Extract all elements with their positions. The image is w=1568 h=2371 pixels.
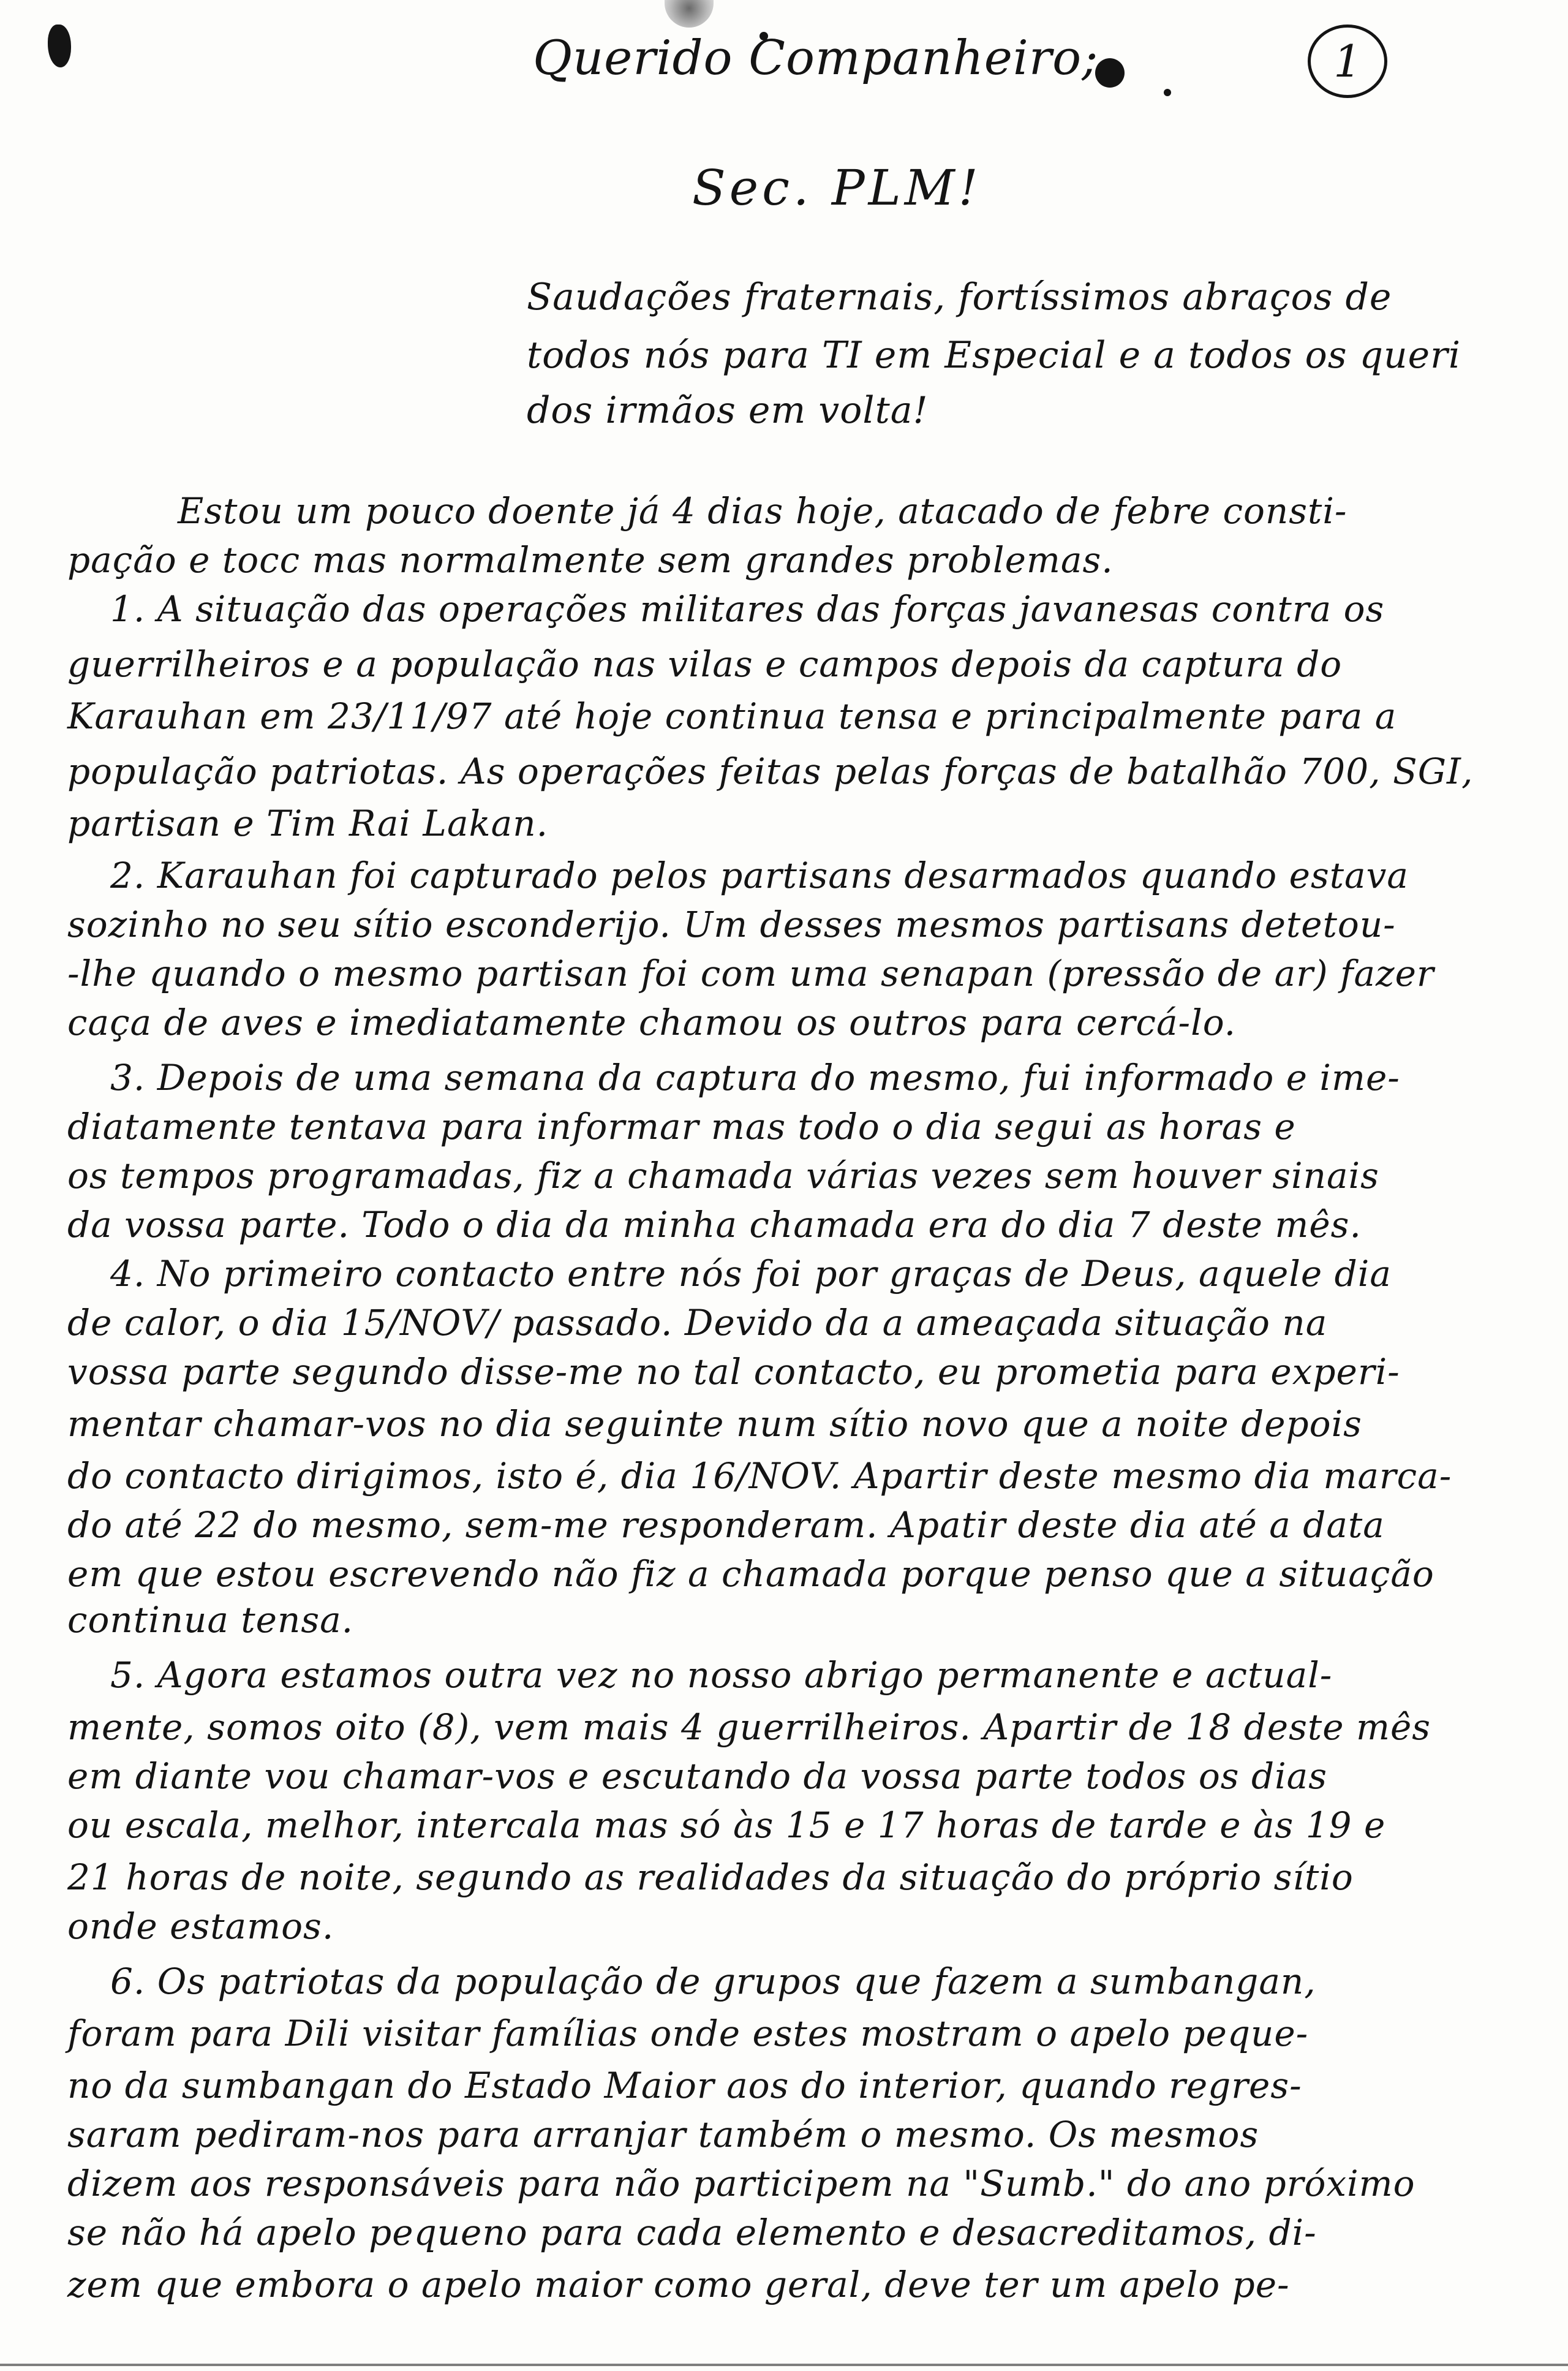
body-line: mentar chamar-vos no dia seguinte num sítio novo que a noite depois [67,1403,1362,1445]
page-bottom-edge [0,2364,1568,2366]
body-line: os tempos programadas, fiz a chamada várias vezes sem houver sinais [67,1155,1379,1197]
reference-line: Sec. PLM! [692,159,982,216]
body-line: guerrilheiros e a população nas vilas e campos depois da captura do [67,643,1343,685]
body-line: ou escala, melhor, intercala mas só às 15 e 17 horas de tarde e às 19 e [67,1804,1386,1846]
salutation: Querido Companheiro; [533,31,1099,86]
body-line: se não há apelo pequeno para cada elemento e desacreditamos, di- [67,2212,1317,2253]
body-line: 21 horas de noite, segundo as realidades da situação do próprio sítio [67,1856,1354,1898]
body-line: continua tensa. [67,1599,354,1641]
punch-hole-mark [665,0,714,28]
body-line: vossa parte segundo disse-me no tal contacto, eu prometia para experi- [67,1351,1400,1393]
body-line: Karauhan em 23/11/97 até hoje continua tensa e principalmente para a [67,695,1397,737]
body-line: em diante vou chamar-vos e escutando da vossa parte todos os dias [67,1755,1328,1797]
body-line: do contacto dirigimos, isto é, dia 16/NOV. Apartir deste mesmo dia marca- [67,1455,1452,1497]
body-line: foram para Dili visitar famílias onde estes mostram o apelo peque- [67,2013,1309,2054]
body-line: sozinho no seu sítio esconderijo. Um desses mesmos partisans detetou- [67,904,1396,945]
ink-blot-right [1095,58,1125,88]
greeting-line: dos irmãos em volta! [527,389,929,432]
body-line: Estou um pouco doente já 4 dias hoje, atacado de febre consti- [178,490,1348,532]
body-line: zem que embora o apelo maior como geral, deve ter um apelo pe- [67,2264,1290,2305]
body-line: dizem aos responsáveis para não participem na "Sumb." do ano próximo [67,2163,1415,2204]
body-line: pação e tocc mas normalmente sem grandes problemas. [67,539,1114,581]
ink-dot-right [1164,89,1171,96]
body-line: caça de aves e imediatamente chamou os outros para cercá-lo. [67,1002,1237,1043]
body-line: diatamente tentava para informar mas todo o dia segui as horas e [67,1106,1296,1148]
body-line: população patriotas. As operações feitas pelas forças de batalhão 700, SGI, [67,751,1474,792]
body-line: em que estou escrevendo não fiz a chamada porque penso que a situação [67,1553,1434,1595]
body-line: 3. Depois de uma semana da captura do mesmo, fui informado e ime- [110,1057,1400,1099]
body-line: no da sumbangan do Estado Maior aos do interior, quando regres- [67,2065,1302,2106]
body-line: saram pediram-nos para arranjar também o mesmo. Os mesmos [67,2114,1259,2155]
greeting-line: todos nós para TI em Especial e a todos os queri [527,334,1461,377]
body-line: do até 22 do mesmo, sem-me responderam. Apatir deste dia até a data [67,1504,1385,1546]
body-line: 4. No primeiro contacto entre nós foi por graças de Deus, aquele dia [110,1253,1392,1295]
greeting-line: Saudações fraternais, fortíssimos abraços de [527,276,1392,319]
body-line: partisan e Tim Rai Lakan. [67,803,549,844]
body-line: onde estamos. [67,1905,334,1947]
body-line: da vossa parte. Todo o dia da minha chamada era do dia 7 deste mês. [67,1204,1362,1246]
body-line: 5. Agora estamos outra vez no nosso abrigo permanente e actual- [110,1654,1333,1696]
body-line: de calor, o dia 15/NOV/ passado. Devido da a ameaçada situação na [67,1302,1328,1344]
body-line: 6. Os patriotas da população de grupos que fazem a sumbangan, [110,1961,1316,2002]
body-line: -lhe quando o mesmo partisan foi com uma senapan (pressão de ar) fazer [67,953,1434,994]
body-line: mente, somos oito (8), vem mais 4 guerrilheiros. Apartir de 18 deste mês [67,1706,1431,1748]
ink-smudge-top-left [48,25,71,67]
page-number: 1 [1308,25,1387,98]
body-line: 1. A situação das operações militares das forças javanesas contra os [110,588,1385,630]
body-line: 2. Karauhan foi capturado pelos partisans desarmados quando estava [110,855,1409,896]
